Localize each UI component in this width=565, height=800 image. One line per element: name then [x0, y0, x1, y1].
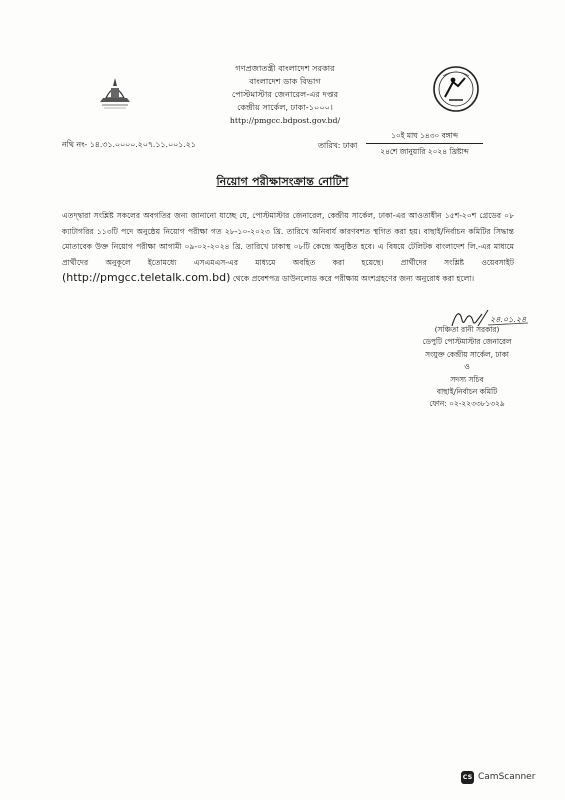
signatory-conjunction: ও	[464, 362, 470, 372]
teletalk-website-link[interactable]: (http://pmgcc.teletalk.com.bd)	[62, 271, 231, 285]
signatory-name: (সঞ্চিতা রানী সরকার)	[434, 325, 500, 334]
signatory-phone: ফোন: ০২-২২৩৩৮১৩২৯	[429, 399, 505, 409]
signature-date: ২৪.০১.২৪	[490, 315, 527, 324]
date-box	[362, 130, 487, 157]
signatory-designation: ডেপুটি পোস্টমাস্টার জেনারেল	[422, 337, 512, 347]
header-website: http://pmgcc.bdpost.gov.bd/	[229, 116, 341, 125]
postal-seal-icon	[431, 64, 481, 114]
camscanner-logo-icon: CS	[461, 771, 474, 784]
header-line-govt: গণপ্রজাতন্ত্রী বাংলাদেশ সরকার	[235, 63, 335, 73]
body-text-part-1: এতদ্দ্বারা সংশ্লিষ্ট সকলের অবগতির জন্য জানানো যাচ্ছে যে, পোস্টমাস্টার জেনারেল, কেন্দ্রীয় সার্কেল, ঢাকা-এর আওতাধীন ১৫শ-২০শ গ্রেডের ০৮ ক্যাটাগরির ১১৩টি পদে অনুষ্ঠেয় নিয়োগ পরীক্ষা গত ২৮-১০-২০২৩ খ্রি. তারিখে অনিবার্য কারণবশত স্থগিত করা হয়। বাছাই/নির্বাচন কমিটির সিদ্ধান্ত মোতাবেক উক্ত নিয়োগ পরীক্ষা আগামী ০৯-০২-২০২৪ খ্রি. তারিখে ঢাকাস্থ ০৮টি কেন্দ্রে অনুষ্ঠিত হবে। এ বিষয়ে টেলিটক বাংলাদেশ লি.-এর মাধ্যমে প্রার্থীদের অনুকূলে ইতোমধ্যে এসএমএস-এর মাধ্যমে অবহিত করা হয়েছে। প্রার্থীদের সংশ্লিষ্ট ওয়েবসাইট	[62, 211, 514, 267]
reference-number: নথি নং- ১৪.৩১.০০০০.২০৭.১১.০০১.২১	[62, 140, 196, 149]
date-bengali: ১০ই মাঘ ১৪৩০ বঙ্গাব্দ	[391, 131, 458, 140]
signatory-role: সদস্য সচিব	[450, 374, 484, 384]
date-divider	[366, 143, 483, 144]
camscanner-watermark: CamScanner	[478, 772, 536, 782]
signatory-block	[392, 324, 542, 411]
body-text-part-2: থেকে প্রবেশপত্র ডাউনলোড করে পরীক্ষায় অংশগ্রহণের জন্য অনুরোধ করা হলো।	[232, 274, 475, 284]
signatory-circle: সংযুক্ত কেন্দ্রীয় সার্কেল, ঢাকা	[425, 349, 509, 359]
signatory-committee: বাছাই/নির্বাচন কমিটি	[436, 387, 498, 397]
header-line-office: পোস্টমাস্টার জেনারেল-এর দপ্তর	[231, 89, 339, 99]
header-line-circle: কেন্দ্রীয় সার্কেল, ঢাকা-১০০০।	[237, 102, 333, 112]
header-line-department: বাংলাদেশ ডাক বিভাগ	[249, 76, 321, 86]
notice-body	[62, 208, 514, 287]
notice-title-wrap	[0, 170, 565, 192]
date-gregorian: ২৪শে জানুয়ারি ২০২৪ খ্রিষ্টাব্দ	[380, 147, 469, 156]
government-logo-icon	[92, 74, 138, 112]
date-label: তারিখ: ঢাকা	[318, 141, 358, 150]
notice-title: নিয়োগ পরীক্ষাসংক্রান্ত নোটিশ	[216, 175, 349, 188]
office-header	[190, 62, 380, 127]
